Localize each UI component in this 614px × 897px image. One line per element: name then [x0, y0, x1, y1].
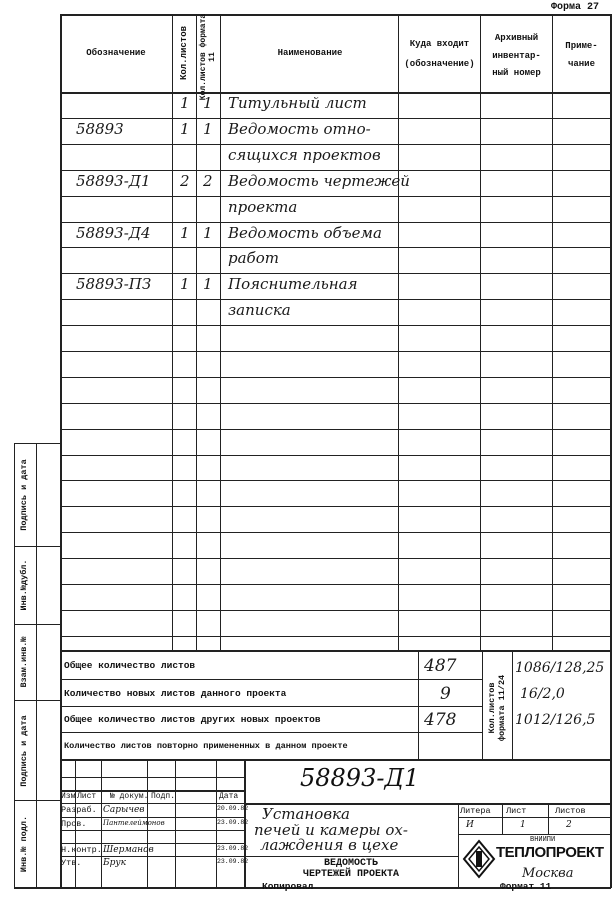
- tb-v-right-1: [458, 803, 459, 887]
- frame-right: [610, 14, 612, 888]
- tb-col-sign: Подп.: [151, 792, 176, 801]
- tb-h-3: [60, 803, 244, 804]
- tb-sheets-value: 2: [566, 820, 572, 830]
- row-name: работ: [228, 249, 279, 267]
- tb-role-date: 23.09.82: [217, 819, 249, 826]
- tb-sheet-value: 1: [520, 820, 526, 830]
- header-name: Наименование: [277, 48, 343, 58]
- summary-top: [60, 650, 611, 652]
- row-line: [60, 144, 611, 145]
- row-sheets11: 2: [203, 172, 213, 190]
- col-line-3: [220, 14, 221, 650]
- tb-v-right-3: [548, 803, 549, 834]
- row-line: [60, 403, 611, 404]
- summary-new-label: Количество новых листов данного проекта: [64, 688, 287, 699]
- tb-org-small: ВНИИПИ: [530, 836, 556, 844]
- header-sheet-count-a11: Кол.листов формата 11: [199, 13, 217, 101]
- col-line-6: [552, 14, 553, 650]
- header-archive-2: инвентар-: [492, 51, 541, 61]
- col-line-1: [172, 14, 173, 650]
- tb-h-6: [60, 843, 244, 844]
- footer-copied: Копировал: [262, 881, 314, 892]
- tb-role-name: Брук: [103, 858, 126, 868]
- tb-desc-3: лаждения в цехе: [260, 836, 399, 854]
- header-archive-3: ный номер: [492, 68, 541, 78]
- header-destination-1: Куда входит: [409, 39, 470, 49]
- tb-role: Н.контр.: [61, 845, 102, 855]
- row-line: [60, 170, 611, 171]
- row-line: [60, 480, 611, 481]
- row-sheets11: 1: [203, 120, 213, 138]
- tb-col-doc: № докум.: [110, 792, 149, 801]
- summary-line-3: [60, 732, 483, 733]
- row-line: [60, 506, 611, 507]
- summary-value-divider: [418, 650, 419, 759]
- row-line: [60, 455, 611, 456]
- row-line: [60, 222, 611, 223]
- col-line-2: [196, 14, 197, 650]
- row-line: [60, 636, 611, 637]
- row-line: [60, 532, 611, 533]
- tb-col-izm: Изм: [61, 792, 76, 801]
- row-sheets11: 1: [203, 275, 213, 293]
- row-line: [60, 558, 611, 559]
- tb-desc-2: печей и камеры ох-: [254, 821, 408, 839]
- summary-reused-label: Количество листов повторно примененных в данном проекте: [64, 741, 348, 751]
- tb-sheets-label: Листов: [555, 806, 586, 816]
- summary-a11-label: Кол.листов формата 11/24: [487, 674, 507, 742]
- row-name: Ведомость чертежей: [228, 172, 410, 190]
- row-name: Ведомость отно-: [228, 120, 371, 138]
- row-line: [60, 610, 611, 611]
- row-sheets: 2: [180, 172, 190, 190]
- summary-a11-value-1: 1086/128,25: [515, 660, 605, 676]
- stamp-replaced: Взам.инв.№: [19, 636, 29, 688]
- tb-litera-value: И: [466, 820, 474, 830]
- tb-role: Утв.: [61, 858, 82, 868]
- tb-h-desc-bottom: [244, 856, 458, 857]
- tb-v-right-2: [502, 803, 503, 834]
- summary-new-value: 9: [440, 684, 451, 704]
- summary-a11-divider-1: [482, 650, 483, 759]
- row-name: Пояснительная: [228, 275, 358, 293]
- row-sheets11: 1: [203, 94, 213, 112]
- summary-a11-value-3: 1012/126,5: [515, 712, 596, 728]
- tb-v-list: [101, 759, 102, 887]
- row-line: [60, 377, 611, 378]
- row-sheets: 1: [180, 94, 190, 112]
- tb-litera-label: Литера: [460, 806, 491, 816]
- tb-role-name: Сарычев: [103, 805, 145, 815]
- row-sheets11: 1: [203, 224, 213, 242]
- row-sheets: 1: [180, 224, 190, 242]
- summary-bottom: [60, 759, 611, 761]
- row-line: [60, 247, 611, 248]
- org-logo-icon: [462, 839, 496, 879]
- frame-left: [60, 14, 62, 888]
- tb-h-5: [60, 830, 244, 831]
- row-line: [60, 325, 611, 326]
- row-line: [60, 273, 611, 274]
- tb-city: Москва: [522, 866, 574, 881]
- row-name: Титульный лист: [228, 94, 367, 112]
- row-name: Ведомость объема: [228, 224, 382, 242]
- stamp-outer-left: [14, 443, 15, 887]
- summary-line-1: [60, 679, 483, 680]
- tb-col-date: Дата: [219, 792, 239, 801]
- row-name: проекта: [228, 198, 298, 216]
- row-designation: 58893-Д4: [76, 224, 151, 242]
- stamp-inv-orig: Инв.№ подл.: [19, 815, 29, 873]
- summary-total-label: Общее количество листов: [64, 660, 196, 671]
- tb-h-1: [60, 777, 244, 778]
- row-line: [60, 196, 611, 197]
- summary-other-value: 478: [424, 710, 457, 730]
- col-line-4: [398, 14, 399, 650]
- row-designation: 58893-ПЗ: [76, 275, 152, 293]
- row-line: [60, 351, 611, 352]
- row-designation: 58893: [76, 120, 124, 138]
- tb-doc-title-2: ЧЕРТЕЖЕЙ ПРОЕКТА: [302, 869, 399, 880]
- header-designation: Обозначение: [86, 48, 146, 58]
- tb-v-sign: [175, 759, 176, 887]
- form-label: Форма 27: [551, 2, 600, 13]
- row-line: [60, 118, 611, 119]
- tb-role-date: 23.09.82: [217, 858, 249, 865]
- header-sheet-count: Кол.листов: [179, 26, 189, 81]
- row-name: сящихся проектов: [228, 146, 381, 164]
- tb-role-name: Шерманов: [103, 845, 154, 855]
- tb-code: 58893-Д1: [300, 764, 420, 792]
- summary-line-2: [60, 706, 483, 707]
- stamp-top: [14, 443, 60, 444]
- row-line: [60, 429, 611, 430]
- summary-total-value: 487: [424, 656, 457, 676]
- tb-h-4: [60, 817, 244, 818]
- frame-top: [60, 14, 611, 16]
- col-line-5: [480, 14, 481, 650]
- tb-h-7: [60, 856, 244, 857]
- summary-a11-divider-2: [512, 650, 513, 759]
- tb-org-name: ТЕПЛОПРОЕКТ: [496, 844, 604, 861]
- row-sheets: 1: [180, 275, 190, 293]
- tb-h-r-2: [458, 834, 611, 835]
- header-note-2: чание: [567, 59, 595, 69]
- summary-other-label: Общее количество листов других новых проектов: [64, 714, 321, 725]
- stamp-inner-left: [36, 443, 37, 887]
- stamp-sign-date-2: Подпись и дата: [19, 459, 29, 531]
- header-destination-2: (обозначение): [404, 59, 475, 69]
- tb-doc-title-1: ВЕДОМОСТЬ: [323, 858, 378, 869]
- summary-a11-value-2: 16/2,0: [520, 686, 565, 702]
- header-note-1: Приме-: [565, 41, 598, 51]
- row-line: [60, 584, 611, 585]
- tb-col-list: Лист: [77, 792, 97, 801]
- row-name: записка: [228, 301, 291, 319]
- tb-role: Разраб.: [61, 805, 97, 815]
- tb-h-r-1: [458, 817, 611, 818]
- row-designation: 58893-Д1: [76, 172, 151, 190]
- stamp-sign-date-1: Подпись и дата: [19, 715, 29, 787]
- tb-role-date: 23.09.82: [217, 845, 249, 852]
- footer-format: Формат 11: [500, 881, 552, 892]
- tb-desc-1: Установка: [262, 805, 350, 823]
- header-archive-1: Архивный: [494, 33, 539, 43]
- tb-role-date: 20.09.82: [217, 805, 249, 812]
- tb-role: Пров.: [61, 819, 87, 829]
- row-sheets: 1: [180, 120, 190, 138]
- row-line: [60, 299, 611, 300]
- tb-sheet-label: Лист: [506, 806, 527, 816]
- stamp-inv-dup: Инв.№дубл.: [19, 559, 29, 611]
- tb-role-name: Пантелеймонов: [103, 819, 165, 827]
